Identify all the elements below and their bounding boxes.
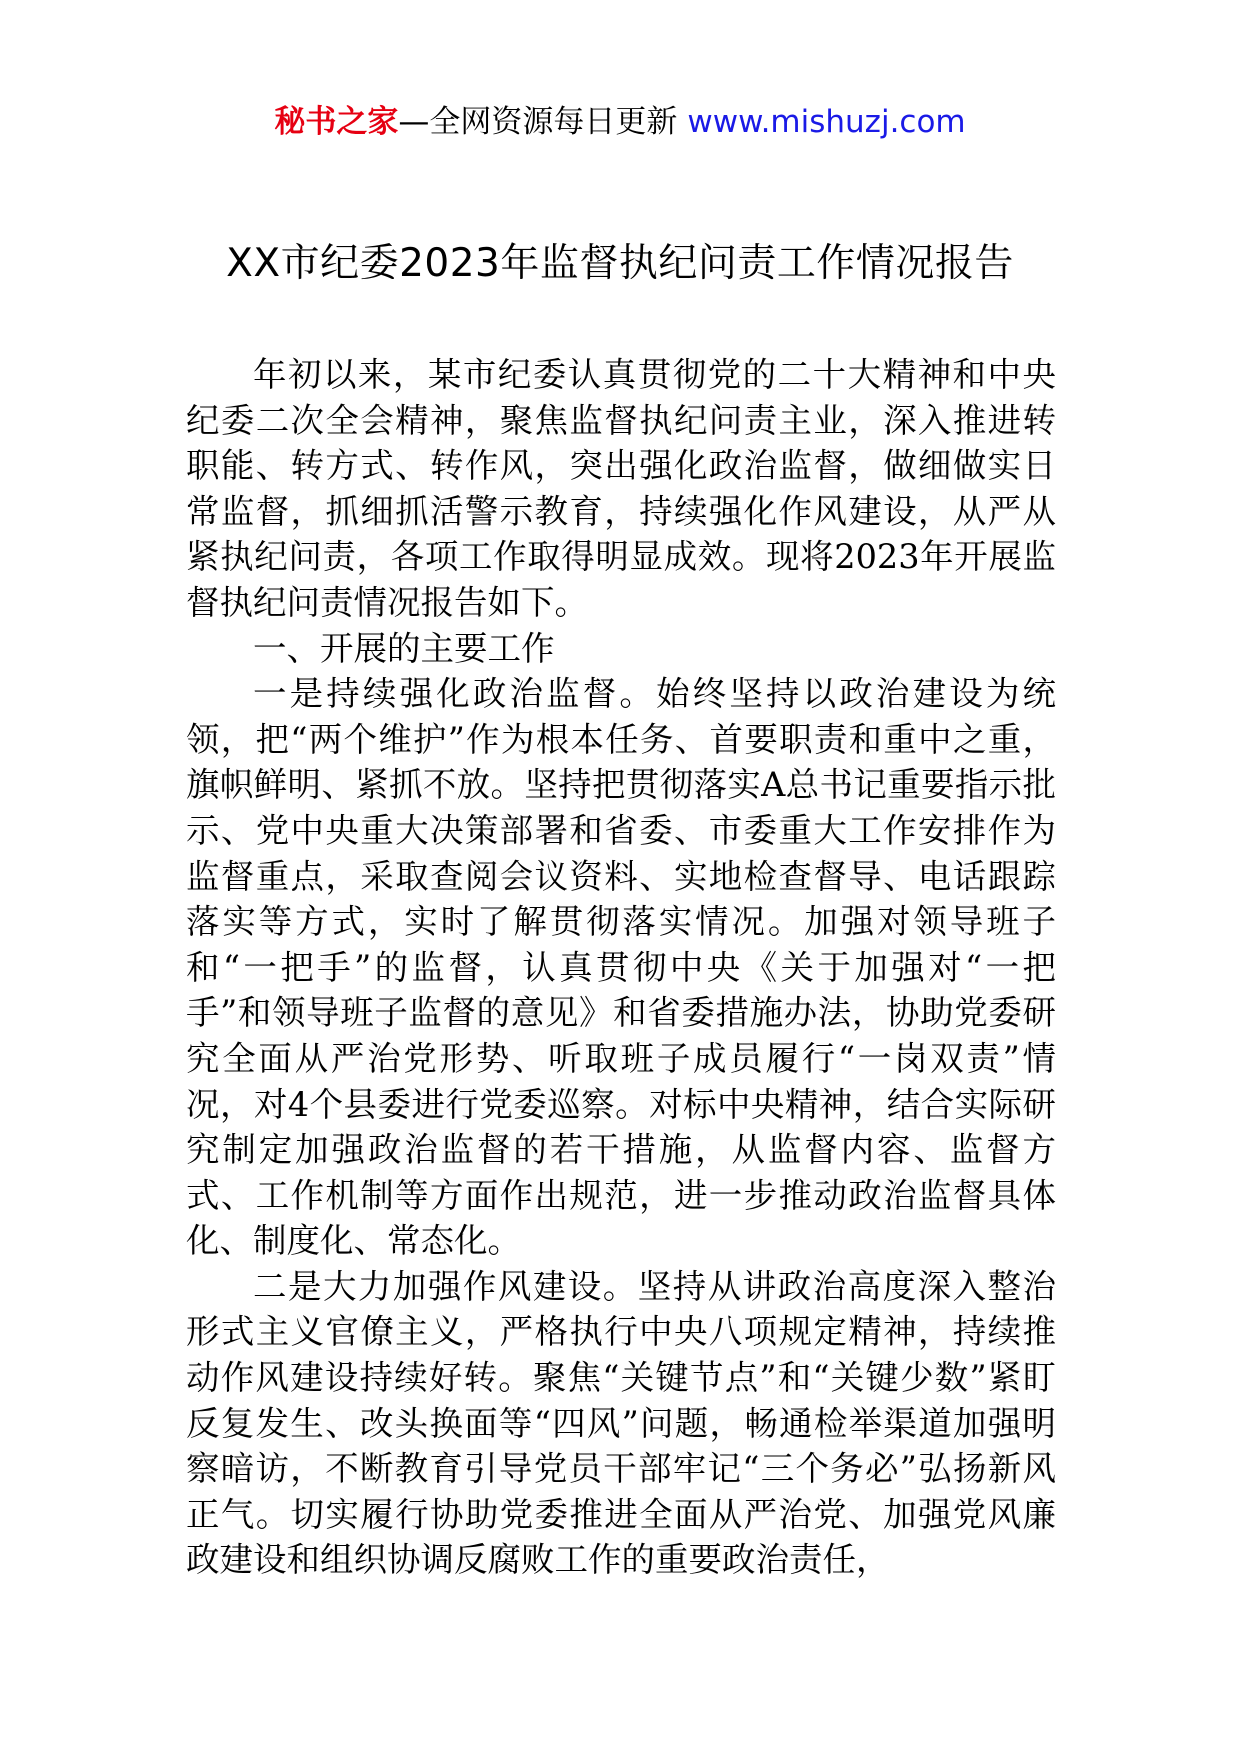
- site-header: [0, 100, 1240, 144]
- body-paragraph-work-style: 二是大力加强作风建设。坚持从讲政治高度深入整治形式主义官僚主义，严格执行中央八项规定精神，持续推动作风建设持续好转。聚焦“关键节点”和“关键少数”紧盯反复发生、改头换面等“四风”问题，畅通检举渠道加强明察暗访，不断教育引导党员干部牢记“三个务必”弘扬新风正气。切实履行协助党委推进全面从严治党、加强党风廉政建设和组织协调反腐败工作的重要政治责任，: [186, 1266, 1056, 1580]
- site-tagline: —全网资源每日更新: [398, 104, 678, 140]
- section-heading: 一、开展的主要工作: [253, 628, 555, 668]
- document-body: [186, 352, 1056, 1583]
- body-paragraph-political-supervision: 一是持续强化政治监督。始终坚持以政治建设为统领，把“两个维护”作为根本任务、首要职责和重中之重，旗帜鲜明、紧抓不放。坚持把贯彻落实A总书记重要指示批示、党中央重大决策部署和省委、市委重大工作安排作为监督重点，采取查阅会议资料、实地检查督导、电话跟踪落实等方式，实时了解贯彻落实情况。加强对领导班子和“一把手”的监督，认真贯彻中央《关于加强对“一把手”和领导班子监督的意见》和省委措施办法，协助党委研究全面从严治党形势、听取班子成员履行“一岗双责”情况，对4个县委进行党委巡察。对标中央精神，结合实际研究制定加强政治监督的若干措施，从监督内容、监督方式、工作机制等方面作出规范，进一步推动政治监督具体化、制度化、常态化。: [186, 674, 1056, 1261]
- site-url-link[interactable]: www.mishuzj.com: [687, 104, 966, 140]
- site-brand-name: 秘书之家: [274, 104, 399, 140]
- document-title: XX市纪委2023年监督执纪问责工作情况报告: [226, 241, 1014, 286]
- intro-paragraph: 年初以来，某市纪委认真贯彻党的二十大精神和中央纪委二次全会精神，聚焦监督执纪问责主业，深入推进转职能、转方式、转作风，突出强化政治监督，做细做实日常监督，抓细抓活警示教育，持续强化作风建设，从严从紧执纪问责，各项工作取得明显成效。现将2023年开展监督执纪问责情况报告如下。: [186, 355, 1056, 622]
